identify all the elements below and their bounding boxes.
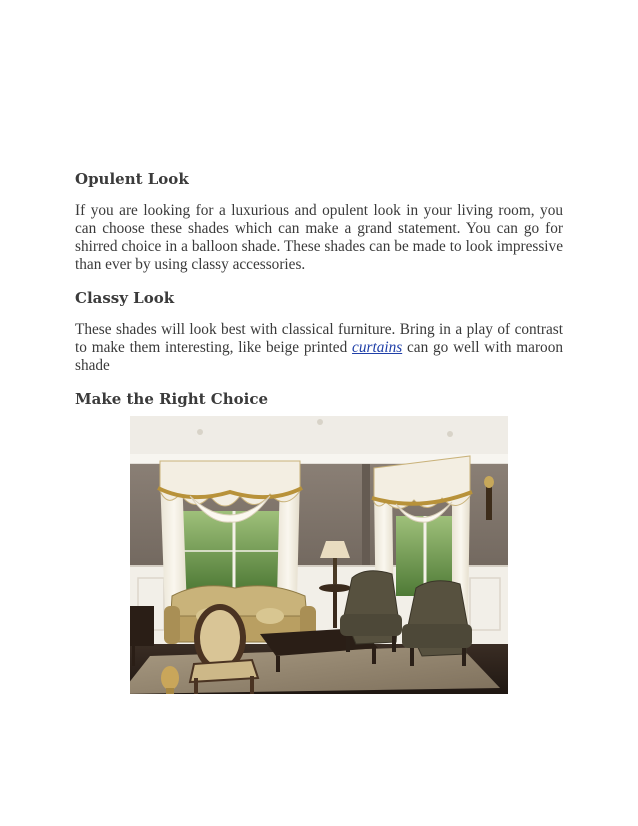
- heading-make-right-choice: Make the Right Choice: [75, 390, 269, 408]
- accent-chair-back: [200, 610, 240, 666]
- heading-opulent-look: Opulent Look: [75, 170, 189, 188]
- paragraph-classy-text-end: can go well with maroon shade: [75, 339, 564, 374]
- paragraph-classy-text-start: These shades will look best with classical furniture. Bring in a play of contrast to make them interesting, like beige printed: [75, 321, 563, 356]
- heading-classy-look: Classy Look: [75, 289, 175, 307]
- article-body: [75, 169, 563, 409]
- living-room-photo: [130, 416, 508, 694]
- side-chair: [130, 606, 154, 646]
- living-room-illustration: [130, 416, 508, 694]
- brass-urn: [161, 666, 179, 690]
- paragraph-opulent-look: If you are looking for a luxurious and opulent look in your living room, you can choose these shades which can make a grand statement. You can go for shirred choice in a balloon shade. These shades can be made to look impressive than ever by using classy accessories.: [75, 202, 563, 273]
- curtains-link[interactable]: curtains: [352, 339, 403, 356]
- paragraph-classy-look: [75, 321, 563, 375]
